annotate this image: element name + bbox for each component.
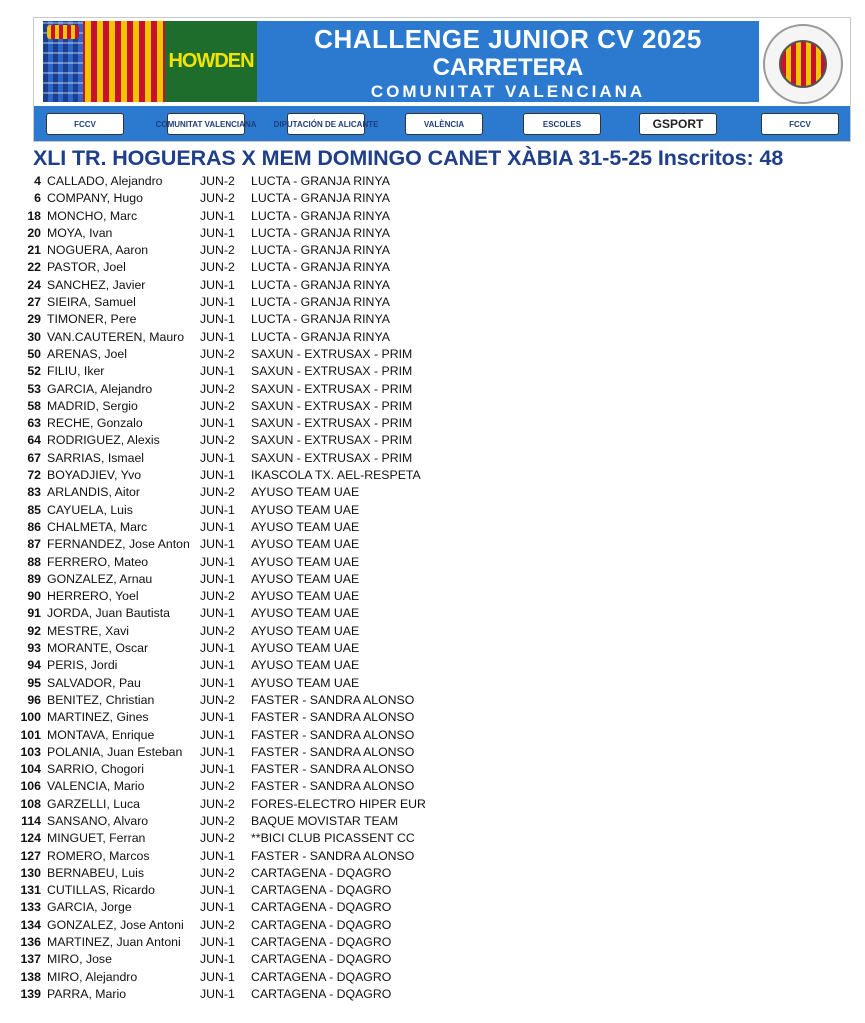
rider-category: JUN-2 [200, 831, 235, 846]
rider-team: CARTAGENA - DQAGRO [251, 865, 392, 880]
rider-number: 114 [21, 813, 41, 828]
rider-name: PERIS, Jordi [47, 658, 118, 673]
rider-category: JUN-2 [200, 485, 235, 500]
houden-logo [165, 21, 257, 102]
rider-row [10, 260, 470, 277]
rider-number: 131 [20, 883, 41, 898]
rider-name: BENITEZ, Christian [47, 692, 155, 707]
rider-row [10, 382, 470, 399]
rider-name: SANCHEZ, Javier [47, 277, 146, 292]
rider-number: 21 [27, 243, 41, 258]
rider-name: CAYUELA, Luis [47, 502, 133, 517]
rider-category: JUN-1 [200, 519, 235, 534]
rider-category: JUN-2 [200, 191, 235, 206]
rider-number: 96 [27, 692, 41, 707]
rider-name: RECHE, Gonzalo [47, 416, 143, 431]
rider-name: FERNANDEZ, Jose Anton [47, 537, 190, 552]
rider-team: AYUSO TEAM UAE [251, 502, 360, 517]
rider-name: ARLANDIS, Aitor [47, 485, 140, 500]
rider-name: SALVADOR, Pau [47, 675, 141, 690]
rider-row [10, 952, 470, 969]
rider-row [10, 693, 470, 710]
rider-category: JUN-1 [200, 900, 235, 915]
rider-category: JUN-1 [200, 312, 235, 327]
rider-number: 30 [27, 329, 41, 344]
rider-row [10, 797, 470, 814]
rider-number: 89 [27, 571, 41, 586]
rider-name: MORANTE, Oscar [47, 641, 149, 656]
rider-team: SAXUN - EXTRUSAX - PRIM [251, 433, 413, 448]
rider-team: SAXUN - EXTRUSAX - PRIM [251, 346, 413, 361]
rider-category: JUN-2 [200, 243, 235, 258]
rider-name: GONZALEZ, Arnau [47, 571, 153, 586]
rider-number: 22 [27, 260, 41, 275]
rider-row [10, 226, 470, 243]
rider-team: AYUSO TEAM UAE [251, 623, 360, 638]
rider-category: JUN-1 [200, 935, 235, 950]
rider-team: CARTAGENA - DQAGRO [251, 952, 392, 967]
rider-number: 4 [34, 174, 41, 188]
rider-number: 100 [20, 710, 41, 725]
rider-name: POLANIA, Juan Esteban [47, 744, 183, 759]
rider-team: LUCTA - GRANJA RINYA [251, 295, 390, 310]
rider-team: FASTER - SANDRA ALONSO [251, 692, 415, 707]
rider-name: CHALMETA, Marc [47, 519, 148, 534]
rider-category: JUN-1 [200, 364, 235, 379]
rider-category: JUN-1 [200, 969, 235, 984]
rider-category: JUN-1 [200, 571, 235, 586]
rider-row [10, 900, 470, 917]
rider-row [10, 987, 470, 1004]
rider-team: LUCTA - GRANJA RINYA [251, 174, 390, 188]
rider-category: JUN-2 [200, 813, 235, 828]
banner-region: COMUNITAT VALENCIANA [370, 82, 646, 101]
rider-name: CALLADO, Alejandro [47, 174, 163, 188]
rider-name: MADRID, Sergio [47, 398, 138, 413]
rider-number: 133 [20, 900, 41, 915]
rider-number: 18 [27, 208, 41, 223]
sponsor-logo-diputacion: DIPUTACIÓN DE ALICANTE [287, 113, 365, 135]
rider-number: 58 [27, 398, 41, 413]
rider-team: AYUSO TEAM UAE [251, 571, 360, 586]
rider-category: JUN-1 [200, 727, 235, 742]
rider-number: 64 [27, 433, 41, 448]
rider-team: LUCTA - GRANJA RINYA [251, 312, 390, 327]
rider-row [10, 710, 470, 727]
rider-category: JUN-2 [200, 779, 235, 794]
rider-team: CARTAGENA - DQAGRO [251, 883, 392, 898]
rider-team: CARTAGENA - DQAGRO [251, 986, 392, 1001]
rider-row [10, 433, 470, 450]
rider-row [10, 883, 470, 900]
rider-number: 50 [27, 346, 41, 361]
rider-number: 106 [20, 779, 41, 794]
rider-list [10, 174, 470, 1004]
rider-name: ROMERO, Marcos [47, 848, 150, 863]
rider-row [10, 485, 470, 502]
rider-team: AYUSO TEAM UAE [251, 641, 360, 656]
rider-team: LUCTA - GRANJA RINYA [251, 191, 390, 206]
rider-category: JUN-2 [200, 260, 235, 275]
rider-number: 127 [20, 848, 41, 863]
rider-row [10, 849, 470, 866]
rider-name: GARCIA, Alejandro [47, 381, 153, 396]
sponsor-logo-gsport: GSPORT [639, 113, 717, 135]
rider-team: AYUSO TEAM UAE [251, 519, 360, 534]
rider-number: 94 [27, 658, 41, 673]
rider-number: 136 [20, 935, 41, 950]
flag-crown-icon [47, 25, 79, 39]
rider-category: JUN-1 [200, 416, 235, 431]
sponsor-logo-escoles: ESCOLES [523, 113, 601, 135]
rider-number: 138 [20, 969, 41, 984]
rider-category: JUN-1 [200, 986, 235, 1001]
rider-category: JUN-1 [200, 606, 235, 621]
rider-name: HERRERO, Yoel [47, 589, 139, 604]
rider-team: SAXUN - EXTRUSAX - PRIM [251, 364, 413, 379]
rider-category: JUN-1 [200, 641, 235, 656]
rider-row [10, 468, 470, 485]
banner-title-block [257, 21, 759, 102]
rider-number: 88 [27, 554, 41, 569]
rider-category: JUN-1 [200, 952, 235, 967]
rider-team: LUCTA - GRANJA RINYA [251, 277, 390, 292]
rider-row [10, 866, 470, 883]
rider-team: FASTER - SANDRA ALONSO [251, 779, 415, 794]
rider-name: MARTINEZ, Juan Antoni [47, 935, 181, 950]
rider-number: 85 [27, 502, 41, 517]
rider-team: LUCTA - GRANJA RINYA [251, 208, 390, 223]
rider-row [10, 762, 470, 779]
rider-team: CARTAGENA - DQAGRO [251, 900, 392, 915]
rider-number: 90 [27, 589, 41, 604]
rider-name: GARZELLI, Luca [47, 796, 140, 811]
rider-name: VAN.CAUTEREN, Mauro [47, 329, 185, 344]
rider-team: AYUSO TEAM UAE [251, 537, 360, 552]
sponsor-strip [34, 106, 850, 141]
rider-row [10, 745, 470, 762]
rider-row [10, 191, 470, 208]
rider-row [10, 243, 470, 260]
rider-name: PASTOR, Joel [47, 260, 126, 275]
rider-team: LUCTA - GRANJA RINYA [251, 243, 390, 258]
rider-number: 83 [27, 485, 41, 500]
rider-number: 24 [27, 277, 41, 292]
rider-row [10, 520, 470, 537]
rider-category: JUN-2 [200, 623, 235, 638]
rider-team: FASTER - SANDRA ALONSO [251, 848, 415, 863]
rider-name: MIRO, Alejandro [47, 969, 138, 984]
rider-name: SARRIO, Chogori [47, 762, 145, 777]
sponsor-logo-valencia: VALÈNCIA [405, 113, 483, 135]
rider-category: JUN-1 [200, 883, 235, 898]
rider-team: SAXUN - EXTRUSAX - PRIM [251, 398, 413, 413]
houden-logo-text: HOWDEN [168, 50, 254, 72]
rider-row [10, 364, 470, 381]
rider-category: JUN-1 [200, 225, 235, 240]
rider-category: JUN-1 [200, 675, 235, 690]
valencian-flag-image [43, 21, 165, 102]
rider-name: JORDA, Juan Bautista [47, 606, 171, 621]
rider-name: ARENAS, Joel [47, 346, 127, 361]
rider-category: JUN-2 [200, 398, 235, 413]
rider-team: **BICI CLUB PICASSENT CC [251, 831, 415, 846]
rider-row [10, 658, 470, 675]
rider-row [10, 174, 470, 191]
rider-number: 104 [20, 762, 41, 777]
rider-name: BERNABEU, Luis [47, 865, 145, 880]
rider-name: RODRIGUEZ, Alexis [47, 433, 160, 448]
rider-row [10, 312, 470, 329]
rider-number: 108 [20, 796, 41, 811]
rider-row [10, 209, 470, 226]
rider-category: JUN-2 [200, 346, 235, 361]
rider-number: 93 [27, 641, 41, 656]
rider-row [10, 330, 470, 347]
sponsor-logo-fccv-right: FCCV [761, 113, 839, 135]
rider-row [10, 572, 470, 589]
rider-category: JUN-1 [200, 329, 235, 344]
rider-category: JUN-1 [200, 208, 235, 223]
rider-number: 67 [27, 450, 41, 465]
rider-number: 95 [27, 675, 41, 690]
rider-category: JUN-1 [200, 762, 235, 777]
rider-category: JUN-1 [200, 744, 235, 759]
rider-name: MARTINEZ, Gines [47, 710, 149, 725]
rider-number: 137 [20, 952, 41, 967]
rider-category: JUN-2 [200, 796, 235, 811]
rider-number: 91 [27, 606, 41, 621]
rider-name: COMPANY, Hugo [47, 191, 143, 206]
rider-category: JUN-2 [200, 433, 235, 448]
rider-number: 87 [27, 537, 41, 552]
rider-row [10, 624, 470, 641]
rider-name: FERRERO, Mateo [47, 554, 149, 569]
rider-team: SAXUN - EXTRUSAX - PRIM [251, 416, 413, 431]
rider-number: 130 [20, 865, 41, 880]
rider-team: AYUSO TEAM UAE [251, 589, 360, 604]
rider-name: MOYA, Ivan [47, 225, 113, 240]
rider-team: FASTER - SANDRA ALONSO [251, 744, 415, 759]
rider-team: AYUSO TEAM UAE [251, 606, 360, 621]
rider-row [10, 399, 470, 416]
rider-number: 134 [20, 917, 41, 932]
rider-row [10, 935, 470, 952]
rider-name: MIRO, Jose [47, 952, 112, 967]
seal-emblem-icon [779, 40, 827, 88]
race-heading: XLI TR. HOGUERAS X MEM DOMINGO CANET XÀBIA 31-5-25 Inscritos: 48 [33, 146, 784, 170]
rider-number: 6 [34, 191, 41, 206]
rider-row [10, 555, 470, 572]
rider-number: 20 [27, 225, 41, 240]
rider-name: SARRIAS, Ismael [47, 450, 145, 465]
rider-team: FASTER - SANDRA ALONSO [251, 727, 415, 742]
rider-number: 92 [27, 623, 41, 638]
rider-category: JUN-1 [200, 450, 235, 465]
rider-row [10, 503, 470, 520]
rider-row [10, 814, 470, 831]
rider-name: BOYADJIEV, Yvo [47, 468, 142, 483]
rider-number: 103 [20, 744, 41, 759]
rider-category: JUN-1 [200, 658, 235, 673]
rider-name: SIEIRA, Samuel [47, 295, 136, 310]
rider-number: 139 [20, 986, 41, 1001]
rider-team: AYUSO TEAM UAE [251, 554, 360, 569]
rider-team: FORES-ELECTRO HIPER EUR [251, 796, 426, 811]
rider-team: LUCTA - GRANJA RINYA [251, 225, 390, 240]
rider-team: SAXUN - EXTRUSAX - PRIM [251, 450, 413, 465]
rider-team: BAQUE MOVISTAR TEAM [251, 813, 399, 828]
rider-row [10, 831, 470, 848]
rider-team: AYUSO TEAM UAE [251, 485, 360, 500]
rider-category: JUN-1 [200, 537, 235, 552]
rider-team: CARTAGENA - DQAGRO [251, 969, 392, 984]
rider-category: JUN-1 [200, 554, 235, 569]
rider-name: MONTAVA, Enrique [47, 727, 155, 742]
federation-seal-logo [763, 24, 843, 104]
rider-category: JUN-1 [200, 502, 235, 517]
sponsor-logo-fccv: FCCV [46, 113, 124, 135]
rider-name: GONZALEZ, Jose Antoni [47, 917, 184, 932]
rider-name: CUTILLAS, Ricardo [47, 883, 155, 898]
rider-name: GARCIA, Jorge [47, 900, 132, 915]
banner-title: CHALLENGE JUNIOR CV 2025 [314, 24, 702, 54]
rider-row [10, 278, 470, 295]
rider-number: 86 [27, 519, 41, 534]
rider-category: JUN-2 [200, 589, 235, 604]
rider-team: LUCTA - GRANJA RINYA [251, 329, 390, 344]
rider-category: JUN-2 [200, 692, 235, 707]
rider-category: JUN-1 [200, 295, 235, 310]
rider-team: CARTAGENA - DQAGRO [251, 935, 392, 950]
rider-row [10, 970, 470, 987]
rider-name: PARRA, Mario [47, 986, 127, 1001]
rider-number: 53 [27, 381, 41, 396]
banner-subtitle: CARRETERA [432, 54, 584, 81]
rider-row [10, 779, 470, 796]
rider-name: SANSANO, Alvaro [47, 813, 149, 828]
rider-category: JUN-2 [200, 381, 235, 396]
rider-category: JUN-2 [200, 865, 235, 880]
rider-team: AYUSO TEAM UAE [251, 675, 360, 690]
rider-row [10, 347, 470, 364]
rider-name: MONCHO, Marc [47, 208, 138, 223]
header-banner [33, 17, 851, 142]
sponsor-logo-comunitat: COMUNITAT VALENCIANA [167, 113, 245, 135]
banner-top [34, 18, 850, 106]
rider-row [10, 451, 470, 468]
rider-team: FASTER - SANDRA ALONSO [251, 762, 415, 777]
rider-category: JUN-1 [200, 710, 235, 725]
rider-category: JUN-1 [200, 848, 235, 863]
rider-team: AYUSO TEAM UAE [251, 658, 360, 673]
rider-name: MINGUET, Ferran [47, 831, 146, 846]
rider-row [10, 641, 470, 658]
rider-team: SAXUN - EXTRUSAX - PRIM [251, 381, 413, 396]
rider-number: 52 [27, 364, 41, 379]
rider-name: VALENCIA, Mario [47, 779, 145, 794]
rider-number: 124 [20, 831, 41, 846]
rider-row [10, 416, 470, 433]
rider-row [10, 728, 470, 745]
rider-row [10, 606, 470, 623]
rider-team: LUCTA - GRANJA RINYA [251, 260, 390, 275]
rider-number: 72 [27, 468, 41, 483]
rider-category: JUN-1 [200, 468, 235, 483]
rider-name: FILIU, Iker [47, 364, 105, 379]
rider-number: 27 [27, 295, 41, 310]
rider-row [10, 295, 470, 312]
rider-category: JUN-2 [200, 917, 235, 932]
rider-name: TIMONER, Pere [47, 312, 137, 327]
rider-category: JUN-2 [200, 174, 235, 188]
rider-number: 29 [27, 312, 41, 327]
rider-team: IKASCOLA TX. AEL-RESPETA [251, 468, 421, 483]
rider-row [10, 537, 470, 554]
rider-row [10, 918, 470, 935]
rider-name: MESTRE, Xavi [47, 623, 129, 638]
rider-number: 101 [20, 727, 41, 742]
rider-name: NOGUERA, Aaron [47, 243, 149, 258]
rider-number: 63 [27, 416, 41, 431]
rider-category: JUN-1 [200, 277, 235, 292]
rider-team: CARTAGENA - DQAGRO [251, 917, 392, 932]
rider-row [10, 676, 470, 693]
rider-row [10, 589, 470, 606]
rider-team: FASTER - SANDRA ALONSO [251, 710, 415, 725]
